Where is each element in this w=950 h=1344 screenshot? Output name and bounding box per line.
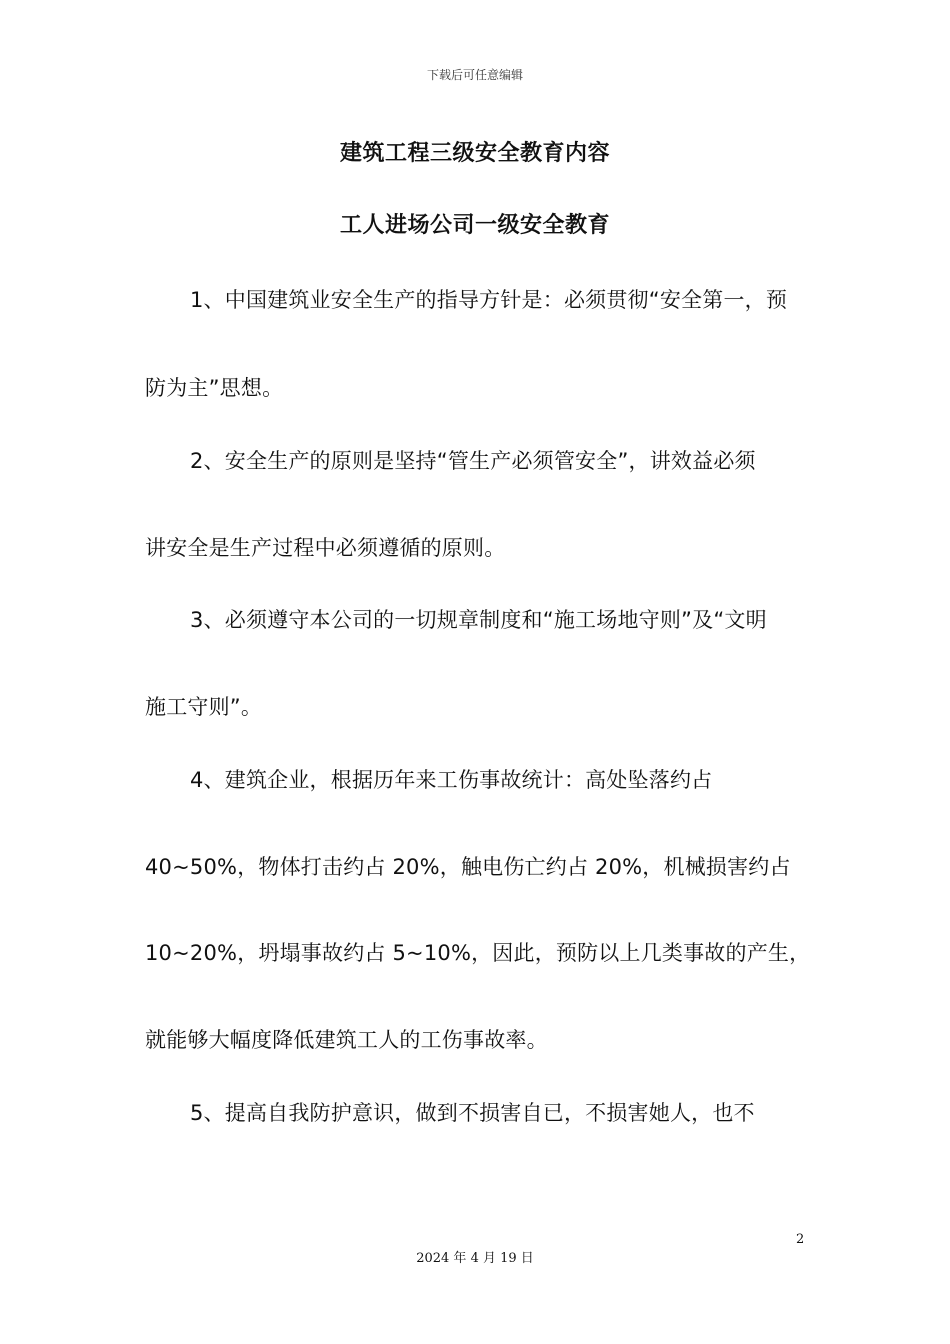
paragraph-4-line-2: 40~50%，物体打击约占 20%，触电伤亡约占 20%，机械损害约占	[145, 855, 791, 879]
paragraph-2-line-1: 2、安全生产的原则是坚持“管生产必须管安全”，讲效益必须	[190, 449, 756, 473]
paragraph-3-line-1: 3、必须遵守本公司的一切规章制度和“施工场地守则”及“文明	[190, 608, 767, 632]
paragraph-5-line-1: 5、提高自我防护意识，做到不损害自已，不损害她人，也不	[190, 1101, 755, 1125]
paragraph-3-line-2: 施工守则”。	[145, 695, 263, 719]
document-title: 建筑工程三级安全教育内容	[339, 141, 610, 166]
document-subtitle: 工人进场公司一级安全教育	[339, 213, 610, 238]
footer-date: 2024 年 4 月 19 日	[416, 1251, 534, 1266]
paragraph-4-line-3: 10~20%，坍塌事故约占 5~10%，因此，预防以上几类事故的产生，	[145, 941, 811, 965]
page-header: 下载后可任意编辑	[426, 68, 523, 82]
paragraph-1-line-1: 1、中国建筑业安全生产的指导方针是：必须贯彻“安全第一，预	[190, 288, 788, 312]
paragraph-1-line-2: 防为主”思想。	[145, 376, 284, 400]
paragraph-2-line-2: 讲安全是生产过程中必须遵循的原则。	[145, 536, 506, 560]
page-number: 2	[796, 1232, 805, 1247]
paragraph-4-line-4: 就能够大幅度降低建筑工人的工伤事故率。	[145, 1028, 548, 1052]
paragraph-4-line-1: 4、建筑企业，根据历年来工伤事故统计：高处坠落约占	[190, 768, 713, 792]
